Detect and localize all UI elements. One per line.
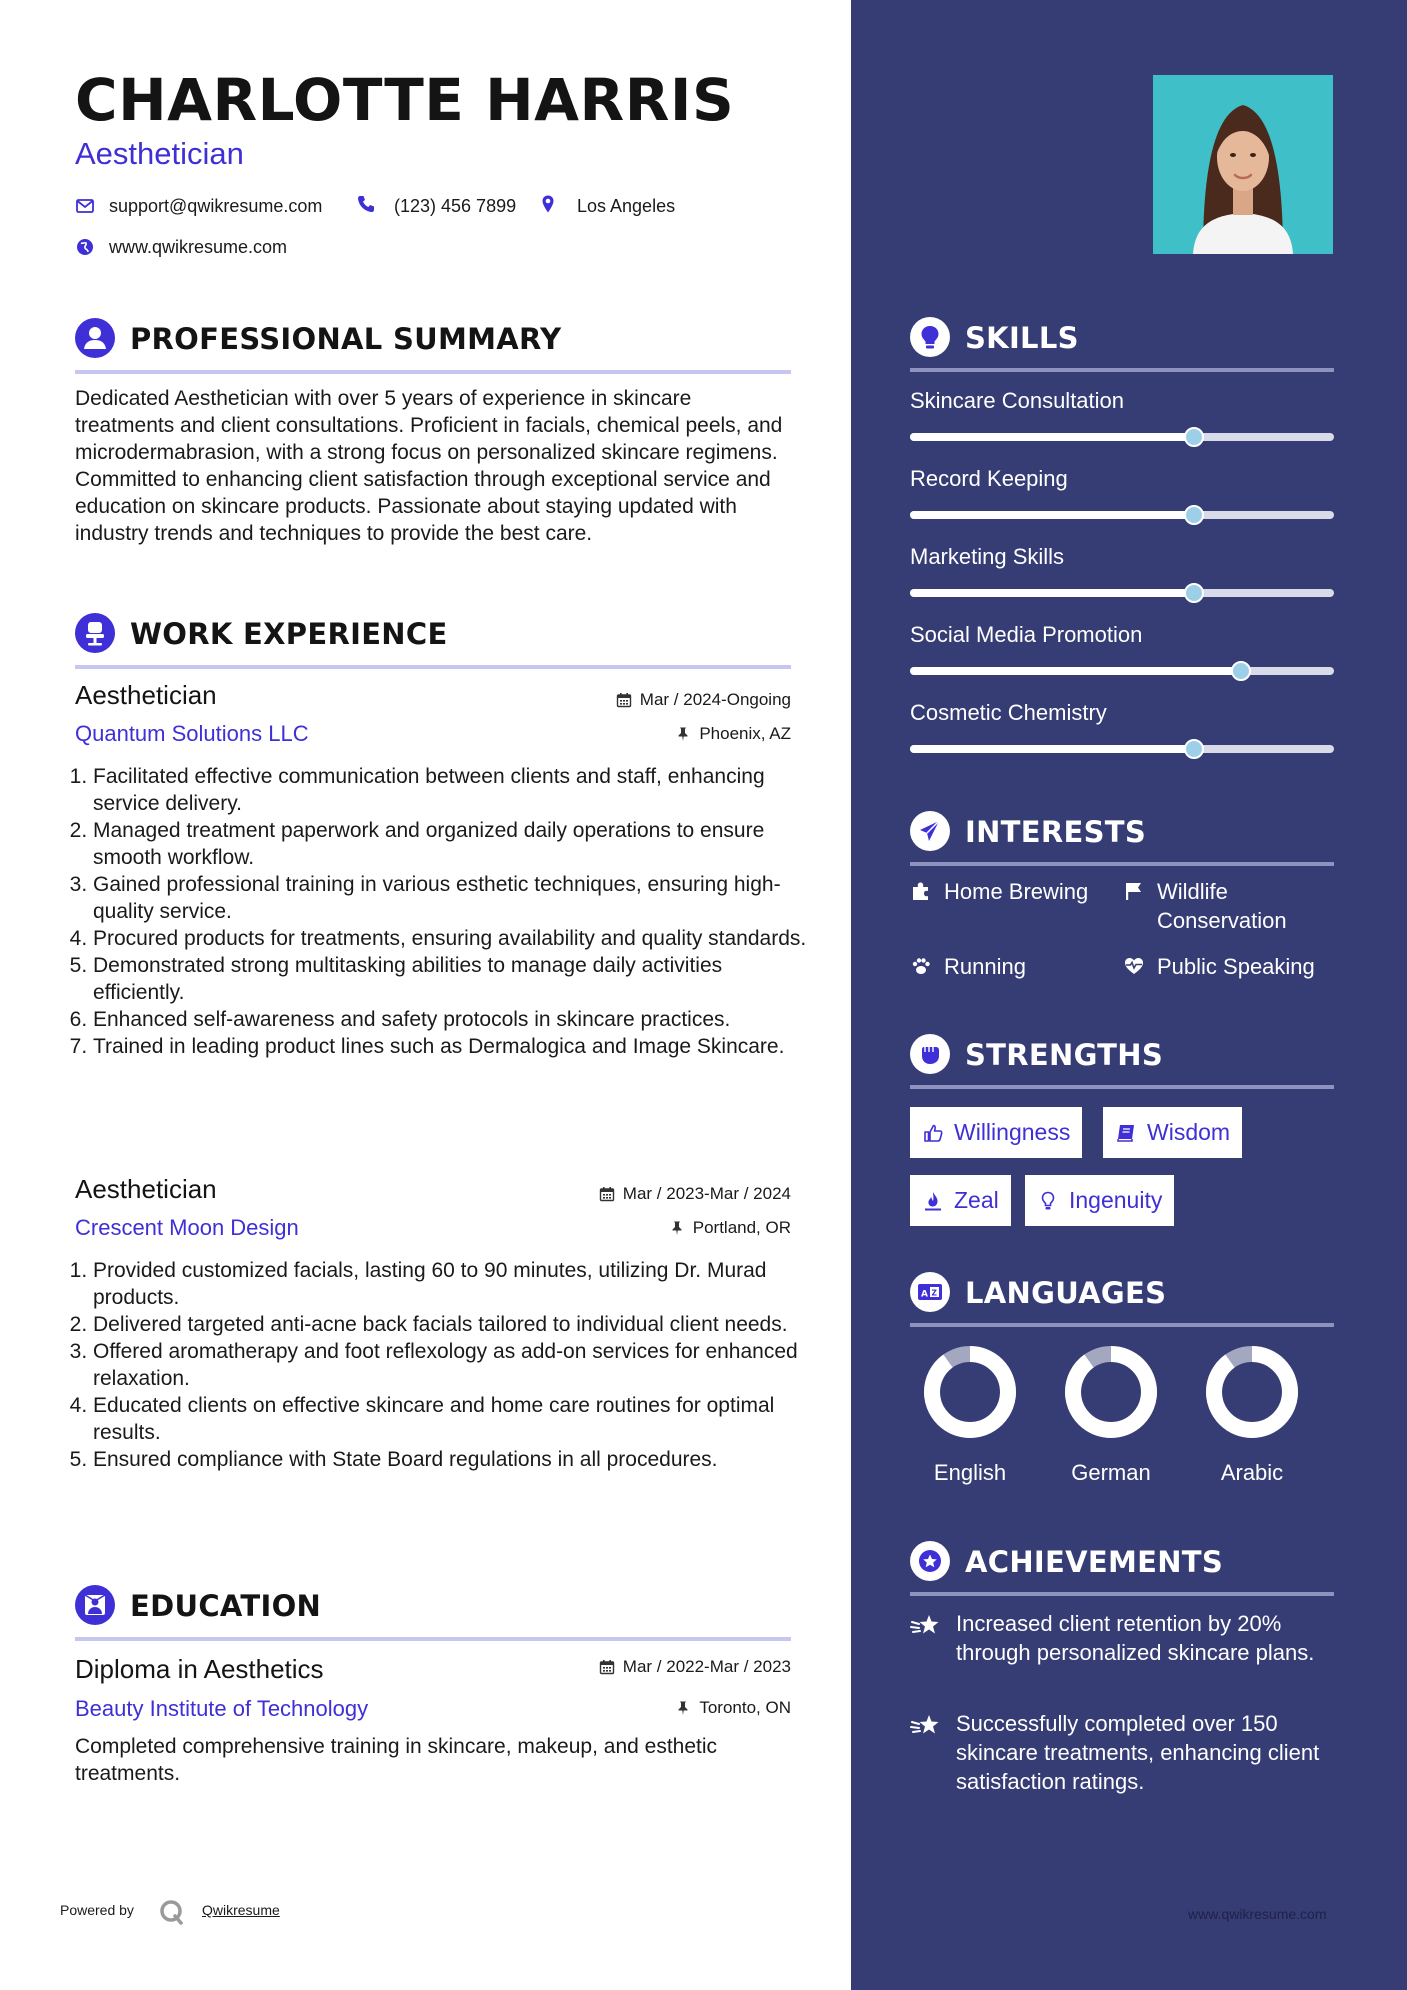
footer-url: www.qwikresume.com [1188, 1906, 1327, 1922]
education-dates-text: Mar / 2022-Mar / 2023 [622, 1657, 791, 1676]
strength-ingenuity [1025, 1175, 1174, 1226]
language-2 [1197, 1344, 1307, 1485]
job-1-dates-text: Mar / 2024-Ongoing [639, 690, 791, 709]
skill-level-bar [910, 511, 1334, 519]
list-item: 7. Trained in leading product lines such as Dermalogica and Image Skincare. [93, 1033, 813, 1060]
section-divider [75, 370, 791, 374]
interests-section-header [910, 808, 1334, 868]
candidate-name: CHARLOTTE HARRIS [75, 66, 735, 134]
job-1-location [675, 724, 791, 744]
education-section-header [75, 1581, 791, 1641]
website-link[interactable]: www.qwikresume.com [109, 237, 288, 257]
skill-label: Skincare Consultation [910, 388, 1125, 413]
candidate-title: Aesthetician [75, 136, 244, 171]
list-item: 1. Provided customized facials, lasting 60 to 90 minutes, utilizing Dr. Murad products. [93, 1257, 813, 1311]
skill-level-fill [910, 511, 1194, 519]
list-item: 3. Gained professional training in various esthetic techniques, ensuring high-quality service. [93, 871, 813, 925]
achievement-text: Increased client retention by 20% through personalized skincare plans. [956, 1611, 1315, 1665]
list-item: 4. Procured products for treatments, ensuring availability and quality standards. [93, 925, 813, 952]
education-degree: Diploma in Aesthetics [75, 1654, 324, 1684]
lightbulb-icon [910, 317, 950, 357]
language-label: German [1071, 1460, 1151, 1485]
svg-text:A: A [921, 1289, 928, 1300]
skill-level-bar [910, 745, 1334, 753]
skill-level-fill [910, 667, 1241, 675]
strength-wisdom [1103, 1107, 1242, 1158]
strength-label: Wisdom [1147, 1119, 1231, 1145]
job-1-company: Quantum Solutions LLC [75, 721, 309, 746]
education-heading: EDUCATION [130, 1589, 322, 1623]
skill-level-bar [910, 433, 1334, 441]
user-icon [75, 318, 115, 358]
education-school: Beauty Institute of Technology [75, 1696, 369, 1721]
list-item: 2. Delivered targeted anti-acne back facials tailored to individual client needs. [93, 1311, 813, 1338]
skills-heading: SKILLS [965, 321, 1079, 355]
job-2-dates [599, 1184, 791, 1204]
language-proficiency-ring [922, 1344, 1018, 1440]
job-2-company: Crescent Moon Design [75, 1215, 299, 1240]
strengths-section-header [910, 1031, 1334, 1091]
list-item: 5. Demonstrated strong multitasking abilities to manage daily activities efficiently. [93, 952, 813, 1006]
languages-section-header [910, 1269, 1334, 1329]
skills-section-header [910, 314, 1334, 374]
chair-icon [75, 613, 115, 653]
strength-label: Zeal [954, 1187, 999, 1213]
section-divider [910, 862, 1334, 866]
strength-zeal [910, 1175, 1011, 1226]
job-1-bullet-list [75, 763, 813, 1060]
experience-section-header [75, 609, 791, 669]
skill-level-fill [910, 745, 1194, 753]
education-location [675, 1698, 791, 1718]
phone-number[interactable]: (123) 456 7899 [394, 196, 517, 216]
language-0 [915, 1344, 1025, 1485]
flame-icon [922, 1190, 944, 1212]
skill-level-knob [1184, 427, 1204, 447]
strength-willingness [910, 1107, 1082, 1158]
ring-fill [1073, 1354, 1149, 1430]
ring-fill [932, 1354, 1008, 1430]
location-pin-icon [538, 194, 558, 214]
interest-label: Home Brewing [944, 879, 1089, 904]
translate-icon [910, 1272, 950, 1312]
language-label: Arabic [1220, 1460, 1284, 1485]
location-text: Los Angeles [577, 196, 676, 216]
pushpin-icon [675, 726, 691, 742]
pushpin-icon [669, 1220, 685, 1236]
powered-by-label: Powered by [60, 1902, 134, 1918]
star-badge-icon [910, 1541, 950, 1581]
strength-label: Willingness [954, 1119, 1071, 1145]
summary-section-header [75, 314, 791, 374]
skill-label: Record Keeping [910, 466, 1068, 491]
language-proficiency-ring [1063, 1344, 1159, 1440]
languages-heading: LANGUAGES [965, 1276, 1167, 1310]
experience-heading: WORK EXPERIENCE [130, 617, 448, 651]
lightbulb-icon [1037, 1190, 1059, 1212]
job-2-location [669, 1218, 791, 1238]
education-dates [599, 1657, 791, 1677]
job-2-bullet-list [75, 1257, 813, 1473]
email-link[interactable]: support@qwikresume.com [109, 196, 323, 216]
paper-plane-icon [910, 811, 950, 851]
job-1-dates [616, 690, 791, 710]
skill-level-knob [1184, 583, 1204, 603]
flag-icon [1123, 880, 1145, 902]
globe-icon [75, 237, 95, 257]
shooting-star-icon [910, 1713, 942, 1739]
skill-label: Social Media Promotion [910, 622, 1143, 647]
education-description: Completed comprehensive training in skincare, makeup, and esthetic treatments. [75, 1735, 718, 1785]
fist-icon [910, 1034, 950, 1074]
qwikresume-logo-icon [158, 1898, 186, 1926]
language-1 [1056, 1344, 1166, 1485]
thumbs-up-icon [922, 1122, 944, 1144]
section-divider [910, 1085, 1334, 1089]
skill-label: Cosmetic Chemistry [910, 700, 1107, 725]
summary-heading: PROFESSIONAL SUMMARY [130, 322, 562, 356]
job-2-dates-text: Mar / 2023-Mar / 2024 [622, 1184, 791, 1203]
calendar-icon [599, 1659, 615, 1675]
section-divider [910, 368, 1334, 372]
section-divider [75, 1637, 791, 1641]
pushpin-icon [675, 1700, 691, 1716]
qwikresume-link[interactable]: Qwikresume [202, 1902, 280, 1918]
interest-label: Running [944, 954, 1026, 979]
email-icon [75, 196, 95, 216]
strength-label: Ingenuity [1069, 1187, 1163, 1213]
shooting-star-icon [910, 1613, 942, 1639]
list-item: 2. Managed treatment paperwork and organized daily operations to ensure smooth workflow. [93, 817, 813, 871]
skill-level-bar [910, 667, 1334, 675]
paw-icon [910, 955, 932, 977]
section-divider [910, 1323, 1334, 1327]
interests-heading: INTERESTS [965, 815, 1147, 849]
skill-level-knob [1231, 661, 1251, 681]
calendar-icon [599, 1186, 615, 1202]
skill-level-fill [910, 433, 1194, 441]
book-icon [1115, 1122, 1137, 1144]
list-item: 3. Offered aromatherapy and foot reflexology as add-on services for enhanced relaxation. [93, 1338, 813, 1392]
skill-label: Marketing Skills [910, 544, 1065, 569]
phone-icon [356, 194, 376, 214]
job-1-location-text: Phoenix, AZ [699, 724, 791, 743]
calendar-icon [616, 692, 632, 708]
job-1-title: Aesthetician [75, 680, 217, 710]
strengths-heading: STRENGTHS [965, 1038, 1164, 1072]
list-item: 4. Educated clients on effective skincare and home care routines for optimal results. [93, 1392, 813, 1446]
language-label: English [933, 1460, 1007, 1485]
graduate-icon [75, 1585, 115, 1625]
sidebar [851, 0, 1407, 1990]
list-item: 5. Ensured compliance with State Board regulations in all procedures. [93, 1446, 813, 1473]
svg-text:Z: Z [931, 1288, 937, 1298]
skill-level-knob [1184, 739, 1204, 759]
job-2-title: Aesthetician [75, 1174, 217, 1204]
achievements-section-header [910, 1538, 1334, 1598]
summary-text: Dedicated Aesthetician with over 5 years of experience in skincare treatments and client consultations. Proficient in facials, chemical peels, and microdermabrasion, with a strong focus on personalized skincare regimens. Committed to enhancing client satisfaction through exceptional service and education on skincare products. Passionate about staying updated with industry trends and techniques to provide the best care. [75, 387, 783, 545]
skill-level-bar [910, 589, 1334, 597]
education-location-text: Toronto, ON [699, 1698, 791, 1717]
list-item: 6. Enhanced self-awareness and safety protocols in skincare practices. [93, 1006, 813, 1033]
list-item: 1. Facilitated effective communication between clients and staff, enhancing service delivery. [93, 763, 813, 817]
section-divider [910, 1592, 1334, 1596]
skill-level-fill [910, 589, 1194, 597]
interest-label: Public Speaking [1157, 954, 1315, 979]
puzzle-icon [910, 880, 932, 902]
achievements-heading: ACHIEVEMENTS [965, 1545, 1224, 1579]
language-proficiency-ring [1204, 1344, 1300, 1440]
job-2-location-text: Portland, OR [692, 1218, 791, 1237]
interest-label: Wildlife Conservation [1157, 879, 1287, 933]
skill-level-knob [1184, 505, 1204, 525]
achievement-text: Successfully completed over 150 skincare treatments, enhancing client satisfaction ratings. [956, 1711, 1320, 1794]
heartbeat-icon [1123, 955, 1145, 977]
profile-photo [1153, 75, 1333, 254]
section-divider [75, 665, 791, 669]
ring-fill [1214, 1354, 1290, 1430]
